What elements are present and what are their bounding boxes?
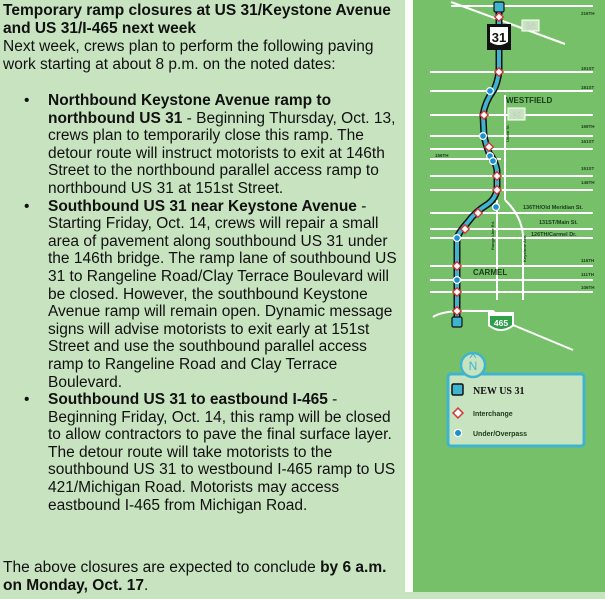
- closure-separator: -: [327, 391, 338, 409]
- map-legend: [448, 353, 584, 446]
- svg-text:38: 38: [525, 21, 536, 31]
- street-label: 191ST: [581, 66, 595, 71]
- closure-item: [0, 198, 400, 392]
- svg-text:465: 465: [493, 318, 509, 328]
- svg-text:31: 31: [491, 30, 507, 45]
- street-label: 126TH/Carmel Dr.: [531, 232, 577, 238]
- closure-body: Beginning Thursday, Oct. 13, crews plan to temporarily close this ramp. The detour route will instruct motorists to exit at 146th Street to the northbound parallel access ramp to northbound US 31 at 151st Street.: [48, 109, 396, 197]
- compass-label: N: [468, 359, 478, 373]
- headline: Temporary ramp closures at US 31/Keystone Avenue and US 31/I-465 next week: [3, 2, 391, 37]
- bullet-icon: •: [24, 92, 30, 109]
- bullet-icon: •: [24, 391, 30, 409]
- i465-shield-icon: [488, 312, 514, 331]
- column-divider: [405, 0, 413, 592]
- underpass-legend-icon: [454, 429, 461, 436]
- closure-separator: -: [356, 197, 367, 215]
- street-label: 146TH: [581, 180, 595, 185]
- street-label: 169TH: [581, 124, 595, 129]
- closure-list: [0, 92, 400, 514]
- outro-text: The above closures are expected to conclude: [3, 559, 321, 576]
- street-label: 136TH/Old Meridian St.: [523, 205, 583, 211]
- street-label: Keystone Ave.: [522, 234, 527, 262]
- intro-paragraph: Next week, crews plan to perform the following paving work starting at about 8 p.m. on the noted dates:: [3, 38, 374, 73]
- street-label: 216TH: [581, 11, 595, 16]
- closure-title: Northbound Keystone Avenue ramp to northbound US 31: [48, 92, 332, 127]
- street-label: 111TH: [581, 272, 595, 277]
- closure-item: [0, 391, 400, 514]
- outro-suffix: .: [143, 577, 149, 594]
- city-label-carmel: CARMEL: [473, 268, 508, 277]
- new-us31-legend-icon: [452, 384, 463, 395]
- sr32-shield-icon: [508, 108, 525, 120]
- street-label: Range Line Rd.: [490, 220, 495, 250]
- street-label: 181ST: [581, 85, 595, 90]
- closure-separator: -: [182, 109, 197, 127]
- street-label: 151ST: [581, 166, 595, 171]
- route-map: [413, 0, 605, 592]
- legend-label-new-us31: NEW US 31: [473, 386, 525, 397]
- street-label: Union St.: [505, 124, 510, 142]
- legend-label-interchange: Interchange: [473, 411, 513, 418]
- legend-label-underpass: Under/Overpass: [473, 431, 528, 438]
- svg-text:32: 32: [511, 110, 522, 120]
- street-label: 116TH: [581, 258, 595, 263]
- bullet-icon: •: [24, 197, 30, 215]
- closure-body: Starting Friday, Oct. 14, crews will repair a small area of pavement along southbound US 31 under the 146th bridge. The ramp lane of southbound US 31 to Rangeline Road/Clay Terrace Boulevard will be closed. However, the southbound Keystone Avenue ramp will remain open. Dynamic message signs will advise motorists to exit early at 151st Street and use the southbound parallel access ramp to Rangeline Road and Clay Terrace Boulevard.: [48, 215, 397, 391]
- us31-shield-icon: [487, 24, 511, 50]
- closure-title: Southbound US 31 near Keystone Avenue: [48, 197, 357, 215]
- street-label: 131ST/Main St.: [539, 220, 578, 226]
- street-label: 106TH: [581, 285, 595, 290]
- closure-title: Southbound US 31 to eastbound I-465: [48, 391, 328, 409]
- city-label-westfield: WESTFIELD: [506, 96, 553, 105]
- outro-paragraph: [3, 559, 403, 595]
- street-label: 156TH: [435, 153, 449, 158]
- route-end-south-icon: [452, 317, 462, 327]
- route-end-north-icon: [494, 2, 504, 12]
- closure-item: [0, 92, 400, 198]
- outro-deadline: by 6 a.m. on Monday, Oct. 17: [3, 559, 387, 594]
- closure-body: Beginning Friday, Oct. 14, this ramp will be closed to allow contractors to pave the final surface layer. The detour route will take motorists to the southbound US 31 to westbound I-465 ramp to US 421/Michigan Road. Motorists may access eastbound I-465 from Michigan Road.: [48, 408, 396, 514]
- bottom-strip: [405, 592, 605, 599]
- street-label: 161ST: [581, 139, 595, 144]
- sr38-shield-icon: [522, 20, 539, 31]
